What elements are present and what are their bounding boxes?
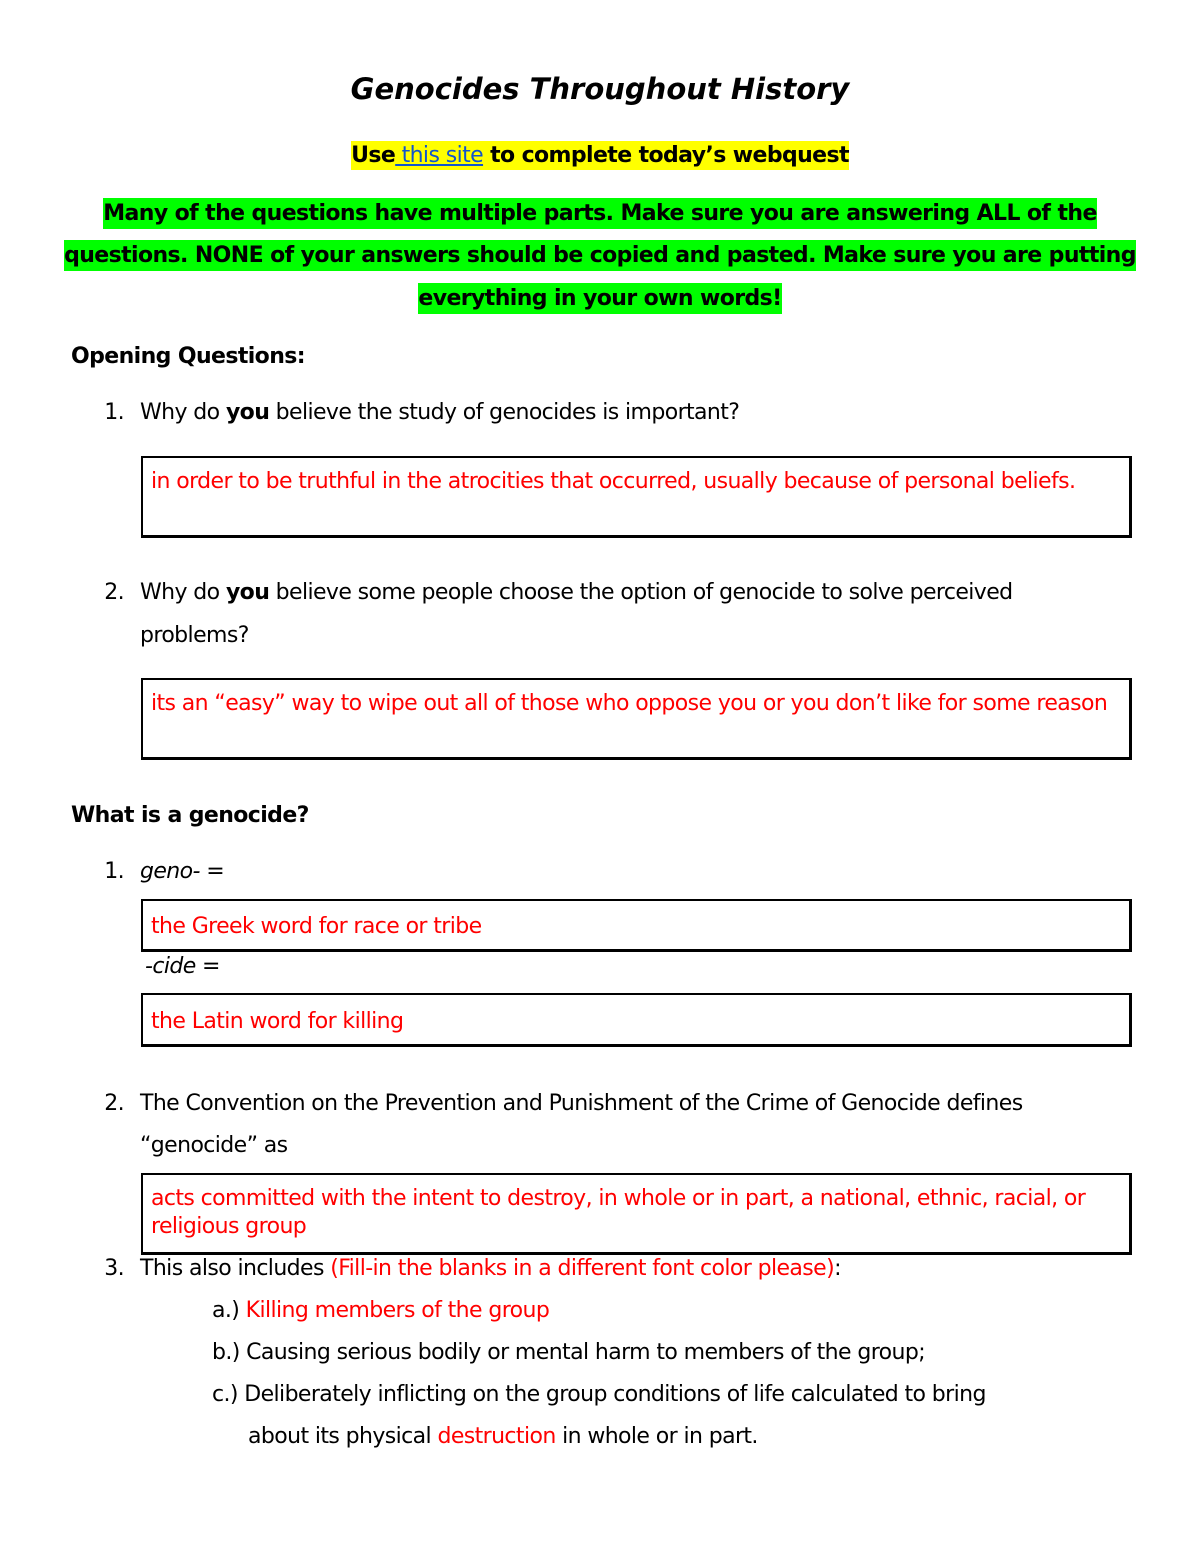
list-item-b: b.) Causing serious bodily or mental harm to members of the group; bbox=[212, 1340, 926, 1365]
filled-answer[interactable]: Killing members of the group bbox=[245, 1298, 550, 1323]
warning-text-2: questions. NONE of your answers should be copied and pasted. Make sure you are putting bbox=[64, 240, 1136, 271]
item-label: a.) bbox=[212, 1298, 246, 1323]
answer-text: the Latin word for killing bbox=[151, 1009, 404, 1034]
question-text: believe the study of genocides is important? bbox=[269, 400, 740, 425]
warning-line-2 bbox=[0, 243, 1200, 268]
instruction-line bbox=[0, 143, 1200, 168]
opening-heading: Opening Questions: bbox=[71, 344, 305, 369]
question-number: 1. bbox=[104, 859, 124, 884]
question-text: Why do bbox=[140, 580, 226, 605]
emphasis-you: you bbox=[225, 400, 270, 425]
instruction-prefix: Use bbox=[351, 143, 396, 168]
opening-question-1 bbox=[70, 400, 739, 425]
equals-sign: = bbox=[195, 954, 220, 979]
list-item-c-continued bbox=[248, 1424, 758, 1449]
answer-text: acts committed with the intent to destroy, in whole or in part, a national, ethnic, racial, or religious group bbox=[151, 1186, 1086, 1239]
cide-line bbox=[145, 954, 220, 979]
definition-heading: What is a genocide? bbox=[71, 803, 309, 828]
answer-box-geno[interactable] bbox=[141, 899, 1132, 952]
item-text: in whole or in part. bbox=[555, 1424, 758, 1449]
answer-text: the Greek word for race or tribe bbox=[151, 914, 482, 939]
instruction-suffix: to complete today’s webquest bbox=[483, 143, 849, 168]
answer-text: its an “easy” way to wipe out all of those who oppose you or you don’t like for some reason bbox=[151, 691, 1108, 716]
list-item-c: c.) Deliberately inflicting on the group conditions of life calculated to bring bbox=[212, 1382, 986, 1407]
warning-text-1: Many of the questions have multiple parts. Make sure you are answering ALL of the bbox=[103, 198, 1097, 229]
equals-sign: = bbox=[199, 859, 225, 884]
page-title: Genocides Throughout History bbox=[350, 72, 850, 106]
question-text: Why do bbox=[140, 400, 226, 425]
definition-question-2-continued: “genocide” as bbox=[140, 1133, 288, 1158]
item-text: about its physical bbox=[248, 1424, 438, 1449]
opening-question-2 bbox=[70, 580, 1013, 605]
question-text: : bbox=[834, 1256, 841, 1281]
answer-box-cide[interactable] bbox=[141, 993, 1132, 1047]
answer-box-definition[interactable] bbox=[141, 1173, 1132, 1255]
warning-line-1 bbox=[0, 201, 1200, 226]
definition-question-3 bbox=[70, 1256, 841, 1281]
question-number: 1. bbox=[104, 400, 124, 425]
list-item-a bbox=[212, 1298, 549, 1323]
answer-text: in order to be truthful in the atrocities that occurred, usually because of personal beliefs. bbox=[151, 469, 1076, 494]
question-number: 2. bbox=[104, 580, 124, 605]
emphasis-you: you bbox=[225, 580, 270, 605]
question-text: believe some people choose the option of genocide to solve perceived bbox=[269, 580, 1013, 605]
geno-label: geno- bbox=[140, 859, 200, 884]
question-text: The Convention on the Prevention and Punishment of the Crime of Genocide defines bbox=[140, 1091, 1023, 1116]
definition-question-2 bbox=[70, 1091, 1023, 1116]
question-number: 3. bbox=[104, 1256, 124, 1281]
answer-box-opening-1[interactable] bbox=[141, 456, 1132, 538]
cide-label: -cide bbox=[145, 954, 196, 979]
fill-in-note: (Fill-in the blanks in a different font color please) bbox=[330, 1256, 835, 1281]
definition-question-1 bbox=[70, 859, 224, 884]
instruction-highlight bbox=[351, 141, 849, 170]
warning-line-3 bbox=[0, 286, 1200, 311]
question-number: 2. bbox=[104, 1091, 124, 1116]
answer-box-opening-2[interactable] bbox=[141, 678, 1132, 760]
question-text: This also includes bbox=[140, 1256, 331, 1281]
this-site-link[interactable]: this site bbox=[395, 143, 484, 168]
filled-answer[interactable]: destruction bbox=[437, 1424, 556, 1449]
warning-text-3: everything in your own words! bbox=[418, 283, 781, 314]
opening-question-2-continued: problems? bbox=[140, 623, 249, 648]
